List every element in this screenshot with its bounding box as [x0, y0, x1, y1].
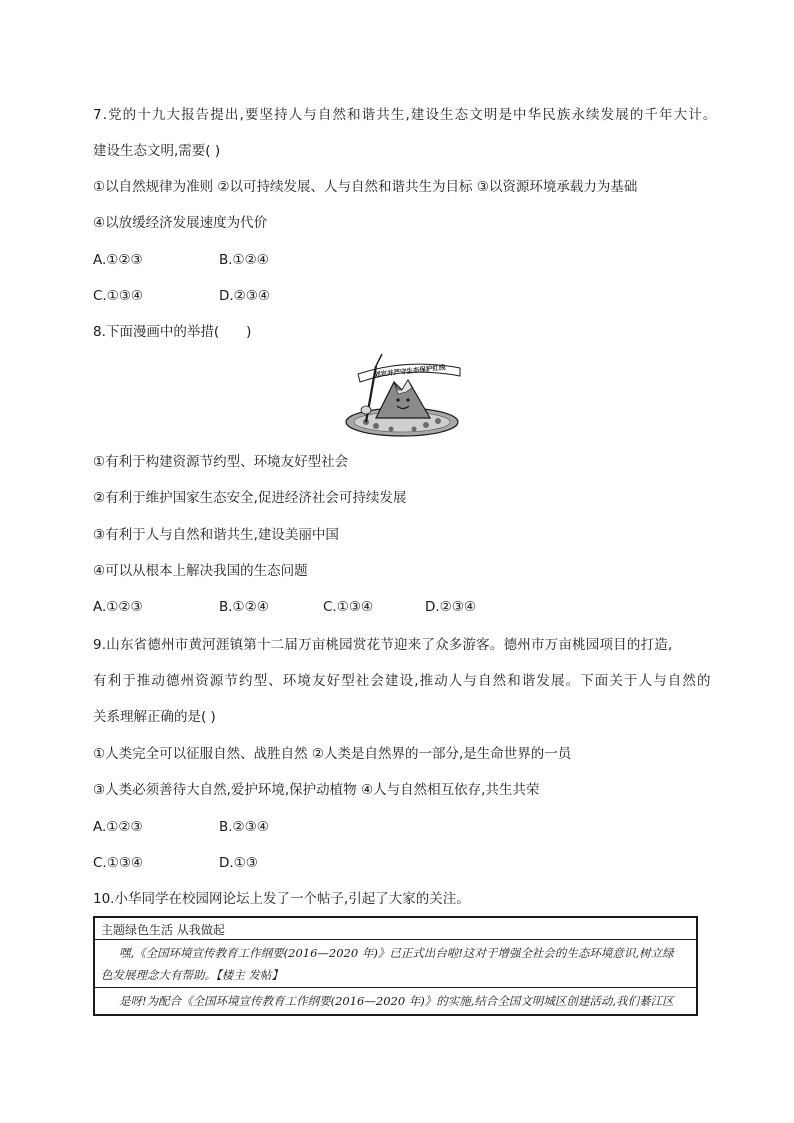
post1-line1: 嘿,《全国环境宣传教育工作纲要(2016—2020 年)》已正式出台啦!这对于增强全社会的生态环境意识,树立绿 [119, 946, 674, 960]
table-row-post1 [95, 940, 696, 988]
q9-statements-line1: ①人类完全可以征服自然、战胜自然 ②人类是自然界的一部分,是生命世界的一员 [93, 746, 572, 762]
q8-stem: 8.下面漫画中的举措( ) [93, 324, 252, 340]
q9-option-a[interactable]: A.①②③ [93, 819, 143, 835]
q8-option-d[interactable]: D.②③④ [425, 599, 476, 615]
table-row-post2 [95, 988, 696, 1014]
q8-statement-4: ④可以从根本上解决我国的生态问题 [93, 563, 308, 579]
q7-statements-line1: ①以自然规律为准则 ②以可持续发展、人与自然和谐共生为目标 ③以资源环境承载力为基础 [93, 179, 638, 195]
q9-option-c[interactable]: C.①③④ [93, 855, 144, 871]
table-header-row [95, 918, 696, 940]
forum-post-table [93, 916, 698, 1016]
q9-statements-line2: ③人类必须善待大自然,爱护环境,保护动植物 ④人与自然相互依存,共生共荣 [93, 782, 540, 798]
cartoon-caption: 划定并严守生态保护红线 [373, 363, 446, 379]
post1-line2: 色发展理念大有帮助。【楼主 发帖】 [101, 968, 283, 982]
q9-option-d[interactable]: D.①③ [219, 855, 258, 871]
q7-option-d[interactable]: D.②③④ [219, 288, 270, 304]
q10-stem: 10.小华同学在校园网论坛上发了一个帖子,引起了大家的关注。 [93, 891, 470, 907]
q7-option-a[interactable]: A.①②③ [93, 252, 143, 268]
q7-option-b[interactable]: B.①②④ [219, 252, 269, 268]
q8-statement-3: ③有利于人与自然和谐共生,建设美丽中国 [93, 527, 339, 543]
q8-option-b[interactable]: B.①②④ [219, 599, 269, 615]
q8-statement-2: ②有利于维护国家生态安全,促进经济社会可持续发展 [93, 490, 407, 506]
q7-stem-line2: 建设生态文明,需要( ) [93, 143, 221, 159]
q8-option-c[interactable]: C.①③④ [323, 599, 374, 615]
q8-option-a[interactable]: A.①②③ [93, 599, 143, 615]
q9-option-b[interactable]: B.②③④ [219, 819, 269, 835]
table-header: 主题绿色生活 从我做起 [101, 923, 225, 937]
q7-stem-line1: 7.党的十九大报告提出,要坚持人与自然和谐共生,建设生态文明是中华民族永续发展的千年大计。 [93, 107, 718, 123]
q7-statements-line2: ④以放缓经济发展速度为代价 [93, 215, 268, 231]
post2-line1: 是呀!为配合《全国环境宣传教育工作纲要(2016—2020 年)》的实施,结合全国文明城区创建活动,我们綦江区 [119, 994, 674, 1008]
q9-stem-line2: 有利于推动德州资源节约型、环境友好型社会建设,推动人与自然和谐发展。下面关于人与自然的 [93, 673, 712, 689]
q9-stem-line1: 9.山东省德州市黄河涯镇第十二届万亩桃园赏花节迎来了众多游客。德州市万亩桃园项目的打造, [93, 637, 673, 653]
q8-statement-1: ①有利于构建资源节约型、环境友好型社会 [93, 454, 349, 470]
q7-option-c[interactable]: C.①③④ [93, 288, 144, 304]
q9-stem-line3: 关系理解正确的是( ) [93, 709, 216, 725]
cartoon-image [336, 352, 462, 438]
